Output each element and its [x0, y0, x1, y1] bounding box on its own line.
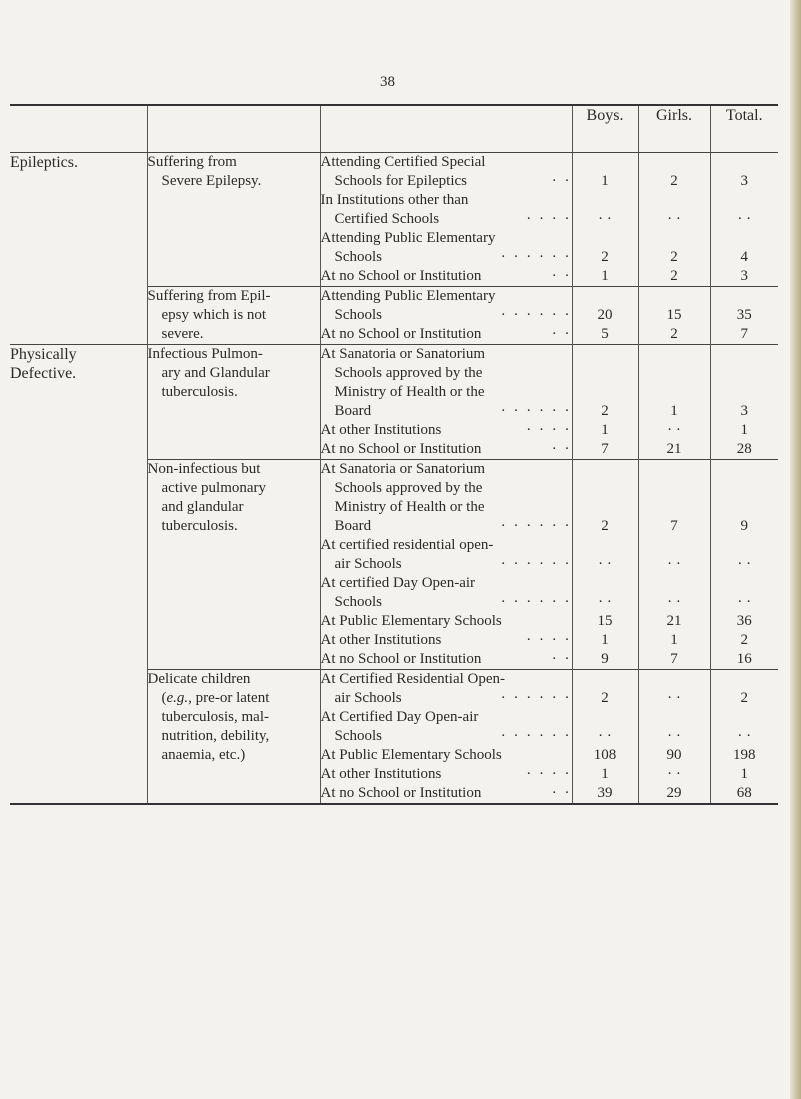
boys-value [573, 153, 638, 172]
header-blank-placement [320, 105, 572, 153]
placement-line [321, 479, 572, 498]
total-value: 3 [740, 268, 748, 284]
girls-value: · · [667, 690, 681, 706]
placement-text: Board [334, 403, 372, 419]
total-value: 1 [740, 766, 748, 782]
boys-value [573, 536, 638, 555]
placement-text: Ministry of Health or the [334, 499, 485, 515]
page-edge-shadow [790, 0, 801, 1099]
placement-text: Schools approved by the [334, 480, 483, 496]
boys-value [573, 287, 638, 306]
boys-value [573, 460, 638, 479]
placement-text: At Sanatoria or Sanatorium [320, 346, 486, 362]
total-cell [710, 670, 778, 805]
placement-line [321, 746, 572, 765]
condition-line: and glandular [161, 499, 244, 515]
table-row [10, 345, 778, 460]
placement-line [321, 708, 572, 727]
placement-text: At other Institutions [320, 766, 442, 782]
condition-line: epsy which is not [161, 307, 267, 323]
leader-dots [485, 460, 571, 479]
total-value: 16 [736, 651, 752, 667]
girls-value: 21 [666, 613, 682, 629]
girls-value: · · [667, 594, 681, 610]
boys-value: 5 [601, 326, 609, 342]
placement-text: At certified Day Open-air [320, 575, 476, 591]
leader-dots [502, 612, 572, 631]
girls-value [639, 670, 710, 689]
boys-value: · · [598, 211, 612, 227]
placement-cell [320, 670, 572, 805]
total-value: 2 [740, 632, 748, 648]
total-value [711, 536, 779, 555]
placement-text: At no School or Institution [320, 268, 482, 284]
boys-value [573, 345, 638, 364]
condition-line: Non-infectious but [147, 461, 261, 477]
condition-line: Severe Epilepsy. [161, 173, 262, 189]
category-label-line: Defective. [10, 365, 77, 382]
boys-cell [572, 670, 638, 805]
placement-line [321, 650, 572, 669]
total-value [711, 708, 779, 727]
girls-value: 2 [670, 249, 678, 265]
girls-value: 2 [670, 326, 678, 342]
boys-value: 1 [601, 268, 609, 284]
girls-cell [638, 153, 710, 287]
leader-dots [502, 746, 572, 765]
condition-line: Infectious Pulmon- [147, 346, 263, 362]
leader-dots: · · [551, 326, 572, 342]
boys-value: 108 [593, 747, 617, 763]
leader-dots: · · [551, 651, 572, 667]
placement-line [321, 229, 572, 248]
placement-line [321, 593, 572, 612]
total-value [711, 670, 779, 689]
girls-value [639, 364, 710, 383]
placement-text: Attending Public Elementary [320, 288, 496, 304]
girls-value [639, 479, 710, 498]
boys-value: 20 [597, 307, 613, 323]
condition-line: tuberculosis. [161, 384, 238, 400]
girls-value: 7 [670, 518, 678, 534]
total-value: 36 [736, 613, 752, 629]
boys-cell [572, 287, 638, 345]
header-boys: Boys. [572, 105, 638, 153]
placement-text: At certified residential open- [320, 537, 494, 553]
leader-dots: · · [551, 268, 572, 284]
girls-value [639, 287, 710, 306]
boys-value: 15 [597, 613, 613, 629]
leader-dots: · · · · · · [500, 556, 572, 572]
placement-line [321, 765, 572, 784]
girls-value [639, 153, 710, 172]
total-value [711, 287, 779, 306]
girls-cell [638, 670, 710, 805]
placement-text: At Sanatoria or Sanatorium [320, 461, 486, 477]
placement-line [321, 172, 572, 191]
girls-value [639, 191, 710, 210]
placement-text: At other Institutions [320, 422, 442, 438]
placement-cell [320, 287, 572, 345]
boys-value: 1 [601, 632, 609, 648]
total-value [711, 229, 779, 248]
boys-value [573, 670, 638, 689]
girls-value [639, 574, 710, 593]
total-cell [710, 287, 778, 345]
total-value: · · [737, 556, 752, 572]
header-row [10, 105, 778, 153]
total-value [711, 364, 779, 383]
condition-line: Suffering from Epil- [147, 288, 271, 304]
table-row [10, 153, 778, 287]
placement-line [321, 727, 572, 746]
total-value [711, 498, 779, 517]
boys-value [573, 191, 638, 210]
placement-line [321, 287, 572, 306]
total-value [711, 191, 779, 210]
girls-value [639, 383, 710, 402]
condition-line: severe. [161, 326, 204, 342]
total-value: 28 [736, 441, 752, 457]
placement-line [321, 191, 572, 210]
total-cell [710, 345, 778, 460]
placement-text: Attending Certified Special [320, 154, 486, 170]
placement-text: At no School or Institution [320, 651, 482, 667]
placement-line [321, 689, 572, 708]
boys-value: 2 [601, 518, 609, 534]
placement-text: Schools [334, 249, 383, 265]
category-label: Epileptics. [10, 154, 78, 171]
leader-dots [484, 498, 571, 517]
girls-value: · · [667, 728, 681, 744]
boys-value: · · [598, 556, 612, 572]
leader-dots [478, 708, 571, 727]
placement-text: air Schools [334, 690, 402, 706]
placement-line [321, 631, 572, 650]
leader-dots: · · · · · · [500, 403, 572, 419]
leader-dots [485, 345, 571, 364]
placement-text: In Institutions other than [320, 192, 469, 208]
header-blank-condition [147, 105, 320, 153]
header-total: Total. [710, 105, 778, 153]
girls-cell [638, 345, 710, 460]
leader-dots [493, 536, 571, 555]
placement-line [321, 440, 572, 459]
leader-dots: · · · · [526, 632, 572, 648]
boys-cell [572, 153, 638, 287]
placement-text: Certified Schools [334, 211, 440, 227]
leader-dots [495, 287, 571, 306]
total-value: · · [737, 211, 752, 227]
placement-text: air Schools [334, 556, 402, 572]
total-cell [710, 153, 778, 287]
total-value: 2 [740, 690, 748, 706]
category-label-line: Physically [10, 346, 77, 363]
boys-value: 2 [601, 249, 609, 265]
total-value: · · [737, 594, 752, 610]
girls-value [639, 229, 710, 248]
condition-line: tuberculosis, mal- [161, 709, 269, 725]
girls-value: 2 [670, 268, 678, 284]
girls-cell [638, 460, 710, 670]
leader-dots: · · · · · · [500, 594, 572, 610]
placement-line [321, 460, 572, 479]
placement-text: At Public Elementary Schools [320, 747, 502, 763]
statistics-table [10, 104, 778, 805]
total-value [711, 460, 779, 479]
leader-dots: · · · · · · [500, 249, 572, 265]
boys-value [573, 479, 638, 498]
placement-line [321, 421, 572, 440]
boys-value [573, 364, 638, 383]
total-value: 9 [740, 518, 748, 534]
girls-value: 15 [666, 307, 682, 323]
leader-dots [468, 191, 571, 210]
leader-dots [484, 383, 571, 402]
girls-value [639, 345, 710, 364]
boys-value [573, 708, 638, 727]
placement-text: Ministry of Health or the [334, 384, 485, 400]
total-value [711, 574, 779, 593]
girls-value [639, 460, 710, 479]
total-value: 198 [733, 747, 756, 763]
girls-value: 7 [670, 651, 678, 667]
placement-line [321, 383, 572, 402]
condition-cell [147, 153, 320, 287]
placement-text: At Certified Residential Open- [320, 671, 506, 687]
placement-text: Schools approved by the [334, 365, 483, 381]
leader-dots: · · · · · · [500, 307, 572, 323]
placement-line [321, 517, 572, 536]
boys-value: 2 [601, 690, 609, 706]
total-value [711, 479, 779, 498]
boys-value: 9 [601, 651, 609, 667]
placement-line [321, 364, 572, 383]
boys-value: 1 [601, 173, 609, 189]
leader-dots [495, 229, 571, 248]
girls-value [639, 708, 710, 727]
leader-dots: · · [551, 173, 572, 189]
condition-cell [147, 460, 320, 670]
girls-value: 90 [666, 747, 682, 763]
placement-line [321, 306, 572, 325]
leader-dots: · · · · [526, 422, 572, 438]
leader-dots [475, 574, 571, 593]
boys-value: 39 [597, 785, 613, 801]
condition-line: (e.g., pre-or latent [161, 690, 270, 706]
placement-line [321, 325, 572, 344]
placement-line [321, 402, 572, 421]
boys-value: 1 [601, 766, 609, 782]
boys-value: 2 [601, 403, 609, 419]
placement-text: Schools [334, 307, 383, 323]
girls-value: 2 [670, 173, 678, 189]
leader-dots: · · · · · · [500, 728, 572, 744]
condition-line: anaemia, etc.) [161, 747, 246, 763]
total-value: 3 [740, 403, 748, 419]
placement-line [321, 574, 572, 593]
header-blank-category [10, 105, 147, 153]
girls-value: · · [667, 211, 681, 227]
condition-line: Suffering from [147, 154, 237, 170]
placement-text: Schools [334, 594, 383, 610]
placement-line [321, 153, 572, 172]
placement-text: At Certified Day Open-air [320, 709, 479, 725]
girls-value: · · [667, 422, 681, 438]
boys-value [573, 383, 638, 402]
placement-line [321, 248, 572, 267]
girls-cell [638, 287, 710, 345]
total-value: 4 [740, 249, 748, 265]
condition-line: ary and Glandular [161, 365, 270, 381]
placement-cell [320, 153, 572, 287]
girls-value [639, 536, 710, 555]
placement-text: At Public Elementary Schools [320, 613, 502, 629]
placement-text: Schools [334, 728, 383, 744]
boys-cell [572, 460, 638, 670]
girls-value: · · [667, 766, 681, 782]
total-value: 35 [736, 307, 752, 323]
condition-line: tuberculosis. [161, 518, 238, 534]
leader-dots: · · · · [526, 211, 572, 227]
page-number: 38 [380, 74, 395, 90]
girls-value: 1 [670, 632, 678, 648]
placement-cell [320, 345, 572, 460]
placement-line [321, 498, 572, 517]
girls-value: 1 [670, 403, 678, 419]
placement-line [321, 210, 572, 229]
leader-dots: · · [551, 785, 572, 801]
placement-line [321, 536, 572, 555]
leader-dots [485, 153, 571, 172]
total-value: · · [737, 728, 752, 744]
placement-text: At no School or Institution [320, 326, 482, 342]
leader-dots: · · · · · · [500, 690, 572, 706]
boys-value [573, 574, 638, 593]
girls-value: 29 [666, 785, 682, 801]
placement-cell [320, 460, 572, 670]
placement-text: Board [334, 518, 372, 534]
category-label [10, 345, 147, 805]
boys-value: · · [598, 728, 612, 744]
girls-value: · · [667, 556, 681, 572]
condition-line: Delicate children [147, 671, 251, 687]
placement-text: At other Institutions [320, 632, 442, 648]
placement-line [321, 784, 572, 803]
boys-value: · · [598, 594, 612, 610]
placement-line [321, 267, 572, 286]
placement-text: At no School or Institution [320, 441, 482, 457]
placement-line [321, 555, 572, 574]
leader-dots: · · · · · · [500, 518, 572, 534]
boys-value [573, 498, 638, 517]
placement-line [321, 612, 572, 631]
condition-line: active pulmonary [161, 480, 267, 496]
leader-dots [482, 479, 571, 498]
leader-dots: · · [551, 441, 572, 457]
boys-cell [572, 345, 638, 460]
header-girls: Girls. [638, 105, 710, 153]
total-value [711, 383, 779, 402]
total-value: 7 [740, 326, 748, 342]
condition-line: nutrition, debility, [161, 728, 270, 744]
placement-text: Attending Public Elementary [320, 230, 496, 246]
boys-value: 1 [601, 422, 609, 438]
total-value: 1 [740, 422, 748, 438]
girls-value [639, 498, 710, 517]
condition-cell [147, 670, 320, 805]
total-value: 68 [736, 785, 752, 801]
leader-dots [505, 670, 571, 689]
leader-dots [482, 364, 571, 383]
placement-text: At no School or Institution [320, 785, 482, 801]
placement-text: Schools for Epileptics [334, 173, 467, 189]
total-value: 3 [740, 173, 748, 189]
girls-value: 21 [666, 441, 682, 457]
placement-line [321, 345, 572, 364]
placement-line [321, 670, 572, 689]
condition-cell [147, 287, 320, 345]
total-value [711, 153, 779, 172]
leader-dots: · · · · [526, 766, 572, 782]
boys-value: 7 [601, 441, 609, 457]
boys-value [573, 229, 638, 248]
condition-cell [147, 345, 320, 460]
total-cell [710, 460, 778, 670]
total-value [711, 345, 779, 364]
